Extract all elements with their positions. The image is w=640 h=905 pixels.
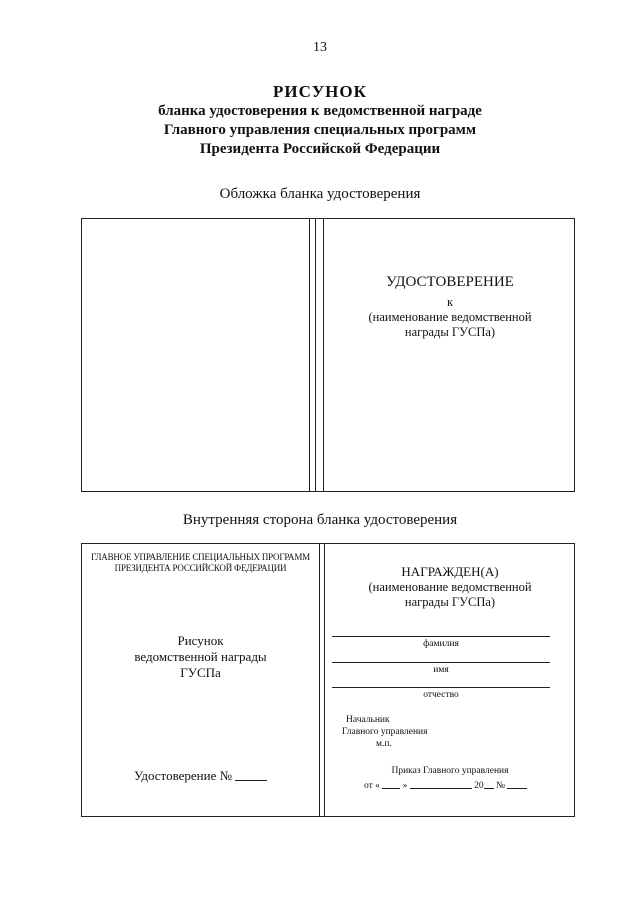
surname-label: фамилия [423, 639, 459, 649]
patronymic-label: отчество [423, 690, 459, 700]
order-year-blank [484, 779, 494, 789]
title-line-1: бланка удостоверения к ведомственной награде [158, 103, 482, 119]
inner-section-heading: Внутренняя сторона бланка удостоверения [182, 512, 458, 528]
certificate-number-field [82, 768, 319, 784]
title-line-3: Президента Российской Федерации [199, 141, 441, 157]
cover-k: к [446, 295, 454, 309]
surname-line [332, 636, 550, 637]
document-title [0, 82, 640, 159]
order-date-number [364, 779, 527, 791]
title-main: РИСУНОК [273, 82, 367, 101]
award-picture-placeholder [82, 633, 319, 681]
cover-form [81, 218, 575, 492]
award-name-note [324, 580, 576, 610]
patronymic-line [332, 687, 550, 688]
head-line-1: Начальник [346, 715, 390, 725]
spine-line [323, 219, 324, 491]
spine-line [319, 544, 320, 816]
picture-line-2: ведомственной награды [134, 649, 267, 664]
cover-award-line-2: награды ГУСПа) [404, 325, 496, 339]
seal-label: м.п. [376, 739, 392, 749]
spine-line [309, 219, 310, 491]
order-day-blank [382, 779, 400, 789]
certificate-number-blank [235, 768, 267, 781]
cover-title: УДОСТОВЕРЕНИЕ [386, 274, 514, 290]
org-header-line-1: ГЛАВНОЕ УПРАВЛЕНИЕ СПЕЦИАЛЬНЫХ ПРОГРАММ [91, 552, 310, 562]
name-line [332, 662, 550, 663]
order-number-blank [507, 779, 527, 789]
name-label: имя [433, 665, 449, 675]
head-signature-block [342, 714, 428, 750]
picture-line-3: ГУСПа [180, 665, 221, 680]
certificate-label: Удостоверение № [133, 768, 233, 783]
award-line-1: (наименование ведомственной [368, 580, 532, 594]
order-quote: » [402, 781, 408, 791]
picture-line-1: Рисунок [177, 633, 224, 648]
org-header [88, 552, 313, 574]
order-year: 20 [474, 781, 484, 791]
award-line-2: награды ГУСПа) [404, 595, 496, 609]
page-number: 13 [313, 40, 327, 55]
head-line-2: Главного управления [342, 727, 428, 737]
cover-section-heading: Обложка бланка удостоверения [219, 186, 421, 202]
order-month-blank [410, 779, 472, 789]
order-no: № [496, 781, 506, 791]
order-heading: Приказ Главного управления [391, 766, 509, 776]
inner-form [81, 543, 575, 817]
title-line-2: Главного управления специальных программ [163, 122, 477, 138]
order-from: от « [364, 781, 380, 791]
org-header-line-2: ПРЕЗИДЕНТА РОССИЙСКОЙ ФЕДЕРАЦИИ [114, 563, 287, 573]
spine-line [315, 219, 316, 491]
awarded-heading: НАГРАЖДЕН(А) [401, 564, 499, 579]
cover-award-line-1: (наименование ведомственной [368, 310, 532, 324]
